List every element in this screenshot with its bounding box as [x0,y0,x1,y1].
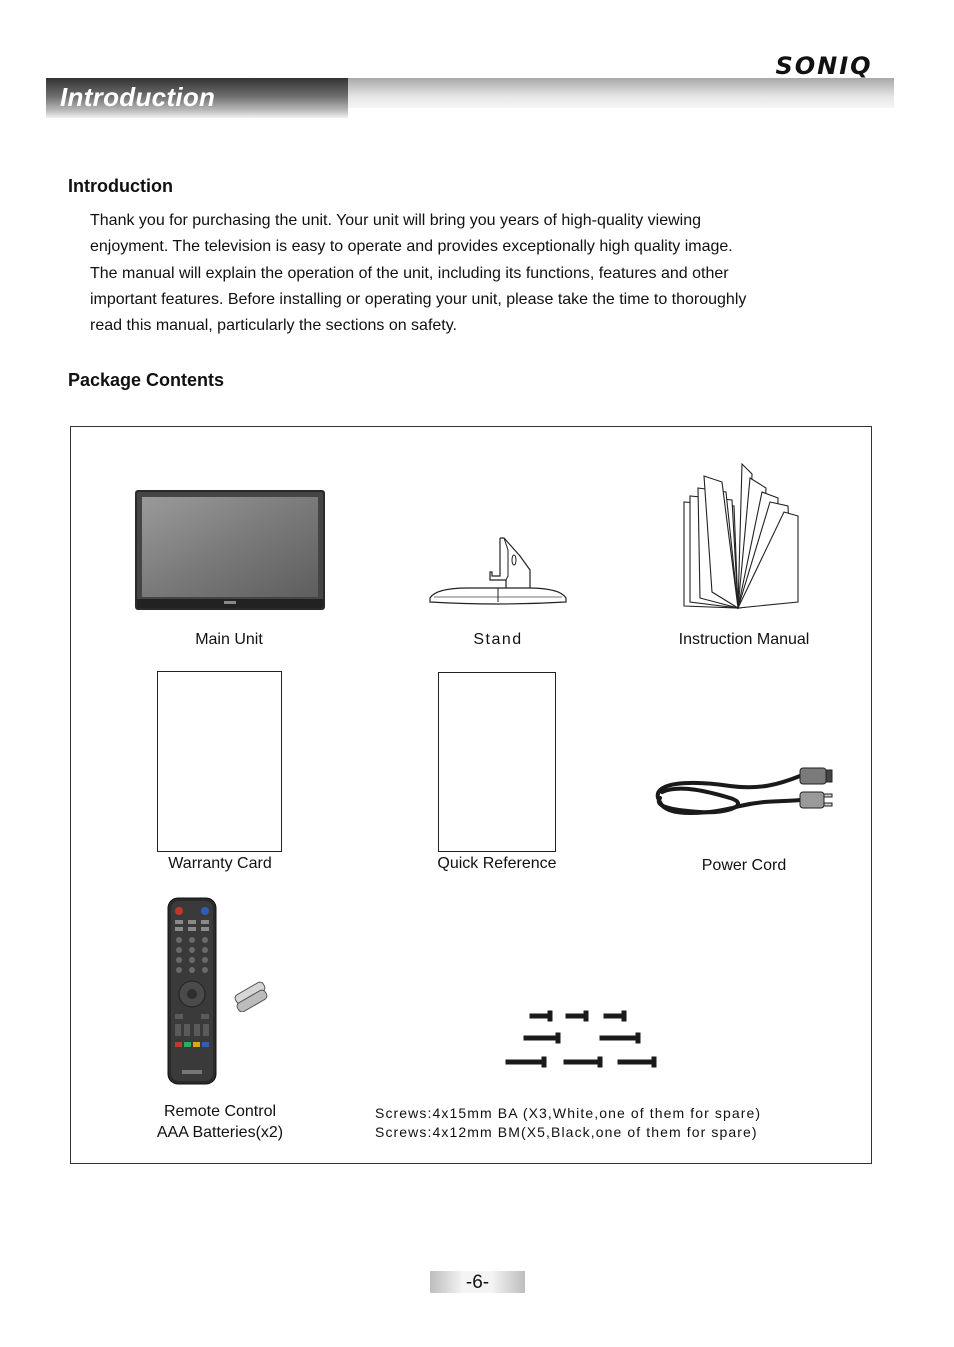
introduction-heading: Introduction [68,176,173,196]
warranty-card-label: Warranty Card [168,855,272,872]
instruction-manual-image [680,462,802,612]
aaa-batteries-label: AAA Batteries(x2) [156,1124,284,1141]
remote-control-image [166,896,218,1086]
svg-text:SONIQ: SONIQ [775,52,873,78]
screws-label [375,1104,761,1141]
intro-line: enjoyment. The television is easy to operate and provides exceptionally high quality image. [90,238,733,256]
instruction-manual-label: Instruction Manual [678,631,810,648]
remote-batteries-label [140,1101,300,1143]
introduction-text [90,208,850,339]
intro-line: Thank you for purchasing the unit. Your unit will bring you years of high-quality viewing [90,212,702,229]
power-cord-image [650,762,836,826]
screws-image [500,1006,662,1072]
warranty-card-image [157,671,282,852]
soniq-logo [772,52,876,78]
screws-line-2: Screws:4x12mm BM(X5,Black,one of them for spare) [375,1123,758,1140]
page-number: -6- [465,1272,490,1293]
intro-line: important features. Before installing or operating your unit, please take the time to thoroughly [90,290,747,308]
intro-line: The manual will explain the operation of the unit, including its functions, features and other [90,264,729,282]
page-title: Introduction [60,82,216,112]
aaa-batteries-image [230,976,270,1012]
main-unit-label: Main Unit [195,631,263,648]
tv-main-unit-image [134,489,326,613]
stand-label: Stand [473,631,523,648]
package-contents-heading: Package Contents [68,370,225,390]
screws-line-1: Screws:4x15mm BA (X3,White,one of them for spare) [375,1105,762,1121]
stand-image [428,536,568,608]
power-cord-label: Power Cord [701,857,787,874]
intro-line: read this manual, particularly the sections on safety. [90,317,457,335]
quick-reference-label: Quick Reference [437,855,557,872]
remote-control-label: Remote Control [163,1103,277,1120]
quick-reference-image [438,672,556,852]
